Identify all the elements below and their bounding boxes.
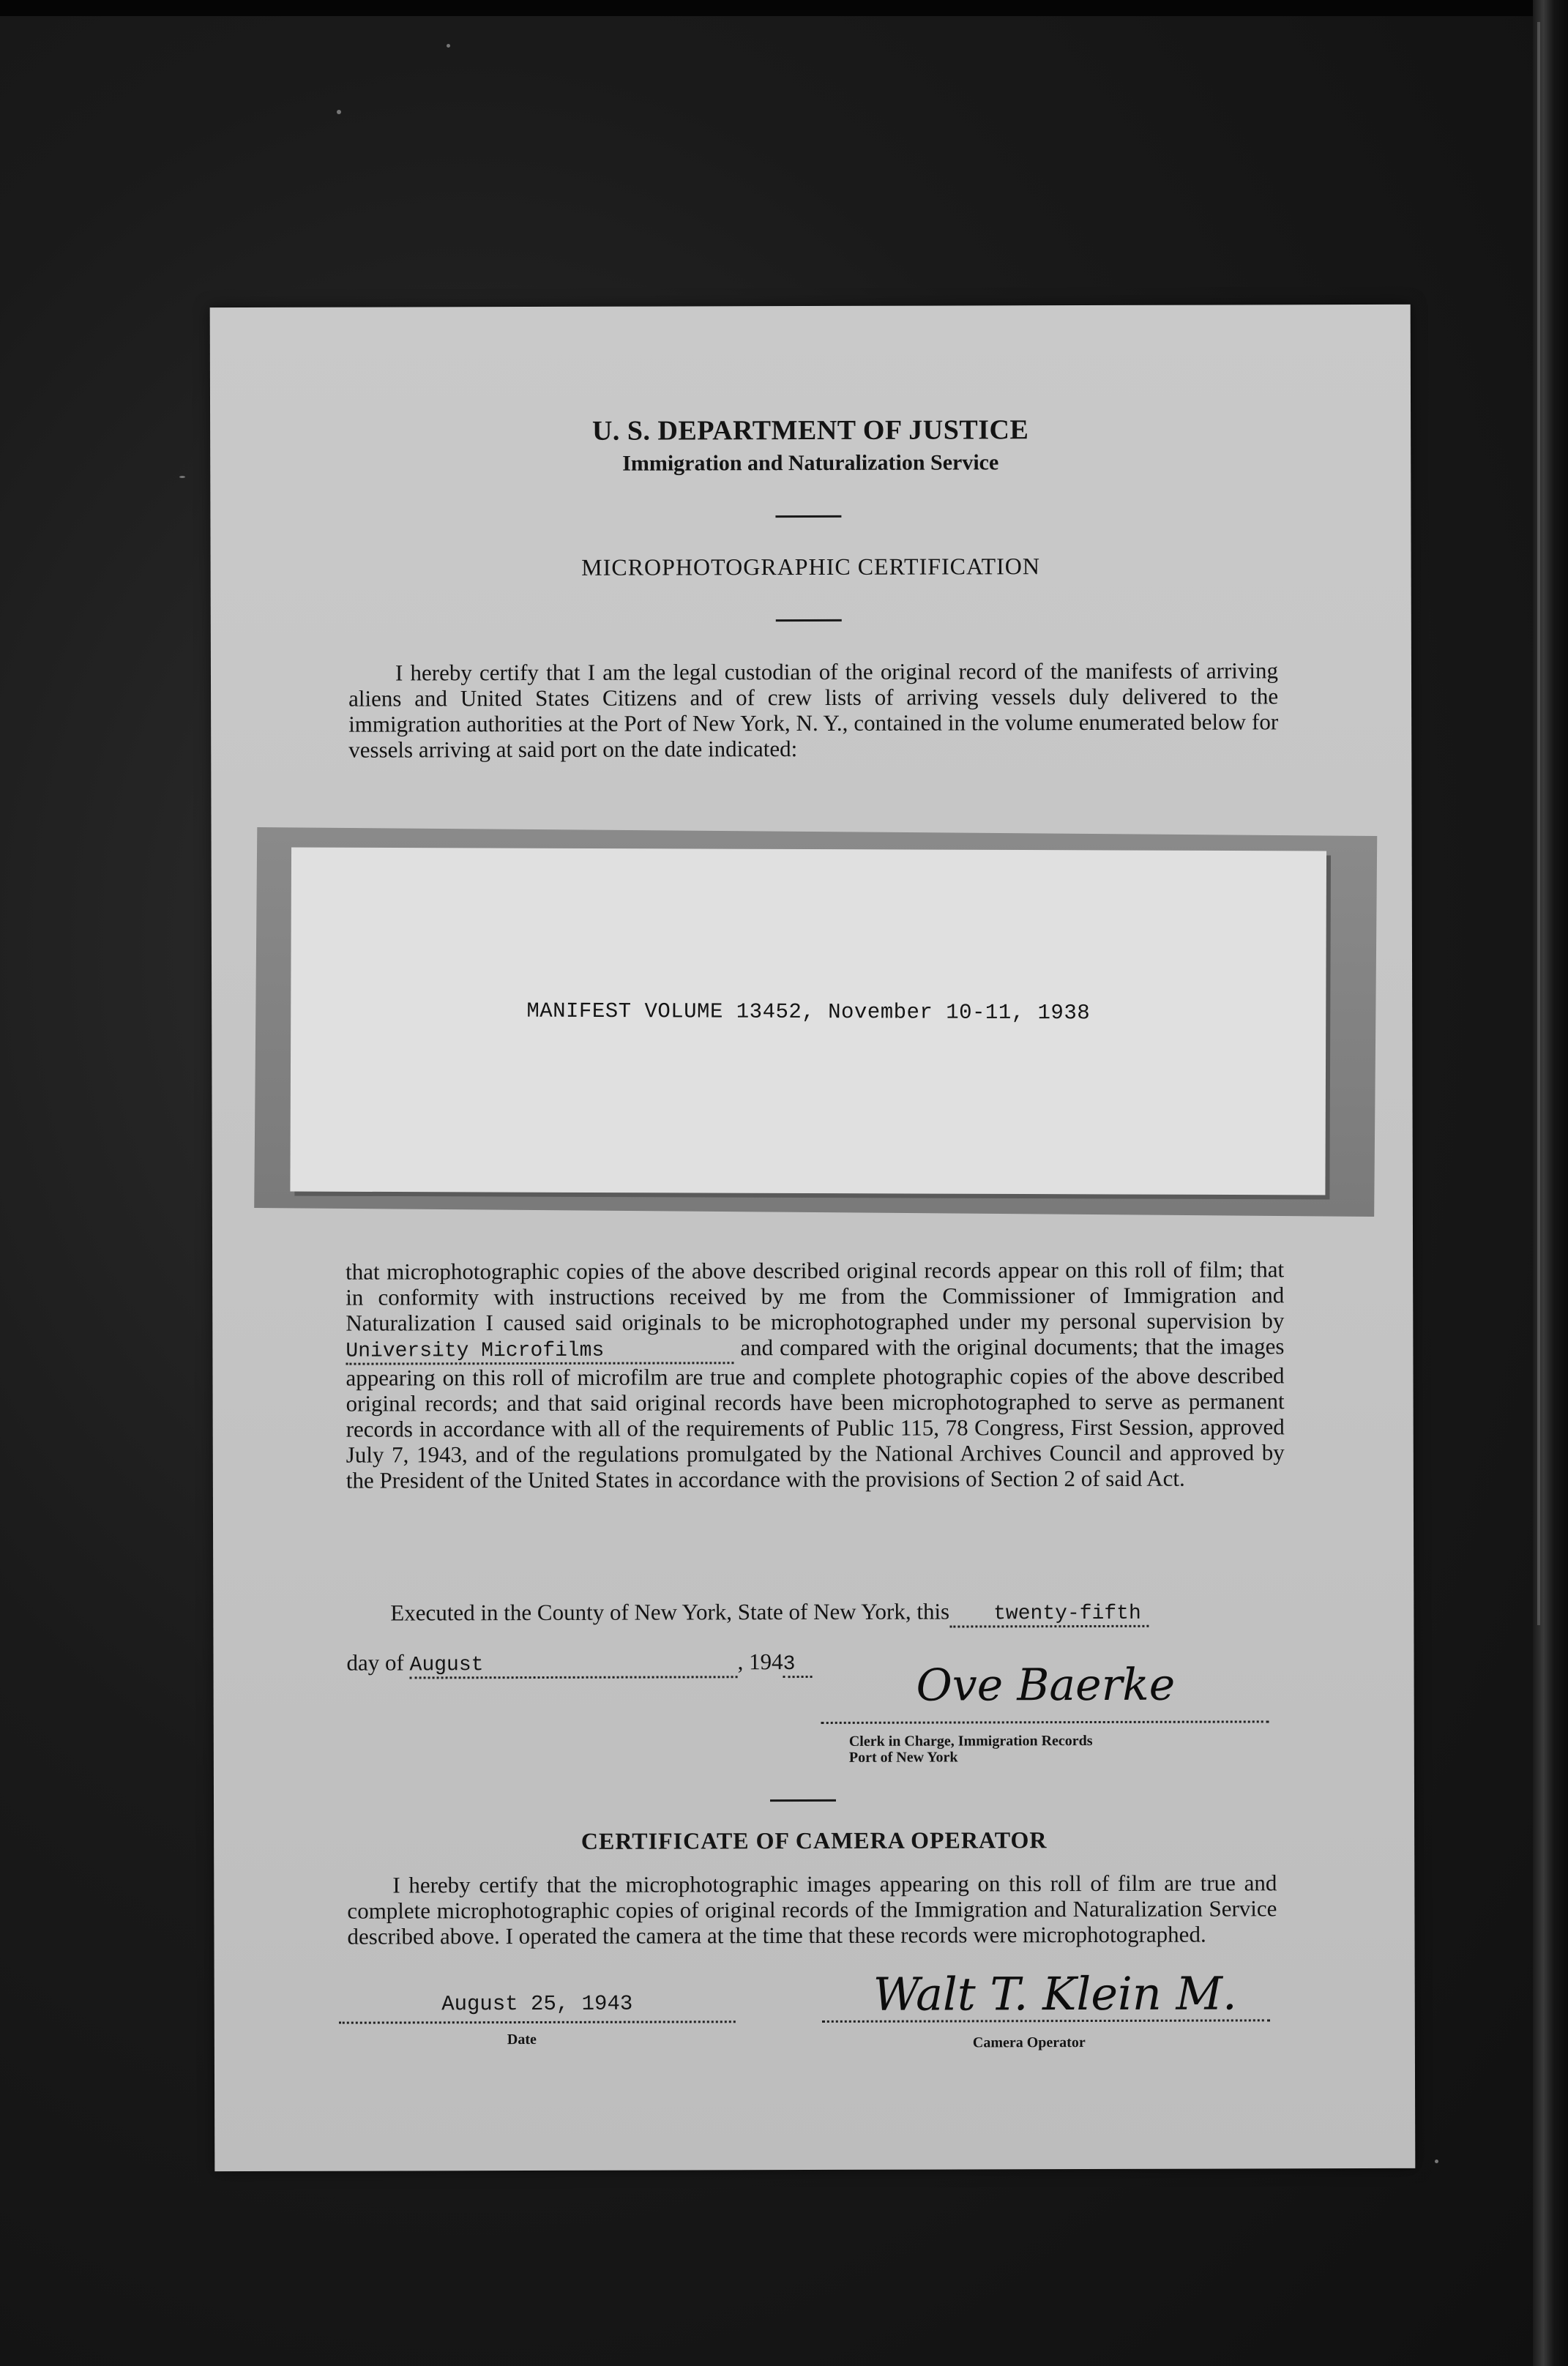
divider-rule <box>776 619 842 622</box>
divider-rule <box>770 1799 836 1802</box>
department-heading: U. S. DEPARTMENT OF JUSTICE <box>591 414 1029 447</box>
film-strip-line <box>1537 22 1540 1625</box>
body-text-part2: and compared with the original documents; that the images appearing on this roll of microfilm are true and complete photographic copies of the above described original records; and that said original records have been microphotographed to serve as permanent records in accordance with all of the requirements of Public 115, 78 Congress, First Session, approved July 7, 1943, and of the regulations promulgated by the National Archives Council and approved by the President of the United States in accordance with the provisions of Section 2 of said Act. <box>346 1333 1285 1493</box>
execution-month-fill: August <box>410 1654 738 1679</box>
intro-paragraph: I hereby certify that I am the legal custodian of the original record of the manifests of arriving aliens and United States Citizens and of crew lists of arriving vessels duly delivered to the immigration authorities at the Port of New York, N. Y., contained in the volume enumerated below for vessels arriving at said port on the date indicated: <box>348 657 1279 763</box>
date-label: Date <box>507 2031 537 2048</box>
year-prefix: , 194 <box>737 1649 783 1675</box>
clerk-signature: Ove Baerke <box>916 1659 1176 1712</box>
camera-certificate-title: CERTIFICATE OF CAMERA OPERATOR <box>580 1826 1048 1854</box>
operator-date-fill: August 25, 1943 <box>339 1991 736 2023</box>
day-of-label: day of <box>346 1649 404 1676</box>
volume-label-text: MANIFEST VOLUME 13452, November 10-11, 1938 <box>526 999 1091 1026</box>
operator-label: Camera Operator <box>972 2034 1086 2051</box>
execution-year-fill: 3 <box>783 1654 813 1678</box>
certificate-document <box>210 305 1416 2171</box>
operator-signature: Walt T. Klein M. <box>873 1966 1237 2021</box>
film-speck <box>179 476 185 478</box>
service-subheading: Immigration and Naturalization Service <box>622 450 999 476</box>
film-speck <box>447 44 450 48</box>
clerk-title-line1: Clerk in Charge, Immigration Records <box>848 1733 1093 1750</box>
film-edge-top <box>0 0 1568 16</box>
certification-title: MICROPHOTOGRAPHIC CERTIFICATION <box>581 553 1041 581</box>
clerk-signature-line <box>821 1720 1269 1724</box>
camera-certificate-text: I hereby certify that the microphotographic images appearing on this roll of film are true and complete microphotographic copies of original records of the Immigration and Naturalization Service described above. I operated the camera at the time that these records were microphotographed. <box>347 1870 1277 1949</box>
operator-signature-line <box>822 2019 1270 2023</box>
volume-label-card <box>290 848 1326 1195</box>
film-speck <box>1435 2160 1438 2163</box>
divider-rule <box>775 515 841 518</box>
supervisor-fill: University Microfilms <box>346 1340 733 1365</box>
execution-day-fill: twenty-fifth <box>949 1603 1149 1628</box>
body-text-part1: that microphotographic copies of the above described original records appear on this roll of film; that in conformity with instructions received by me from the Commissioner of Immigration and Naturalization I caused said originals to be microphotographed under my personal supervision by <box>346 1256 1285 1336</box>
execution-prefix: Executed in the County of New York, State of New York, this <box>390 1598 950 1626</box>
body-paragraph <box>346 1256 1285 1493</box>
film-speck <box>337 110 341 114</box>
clerk-title-line2: Port of New York <box>848 1749 958 1766</box>
